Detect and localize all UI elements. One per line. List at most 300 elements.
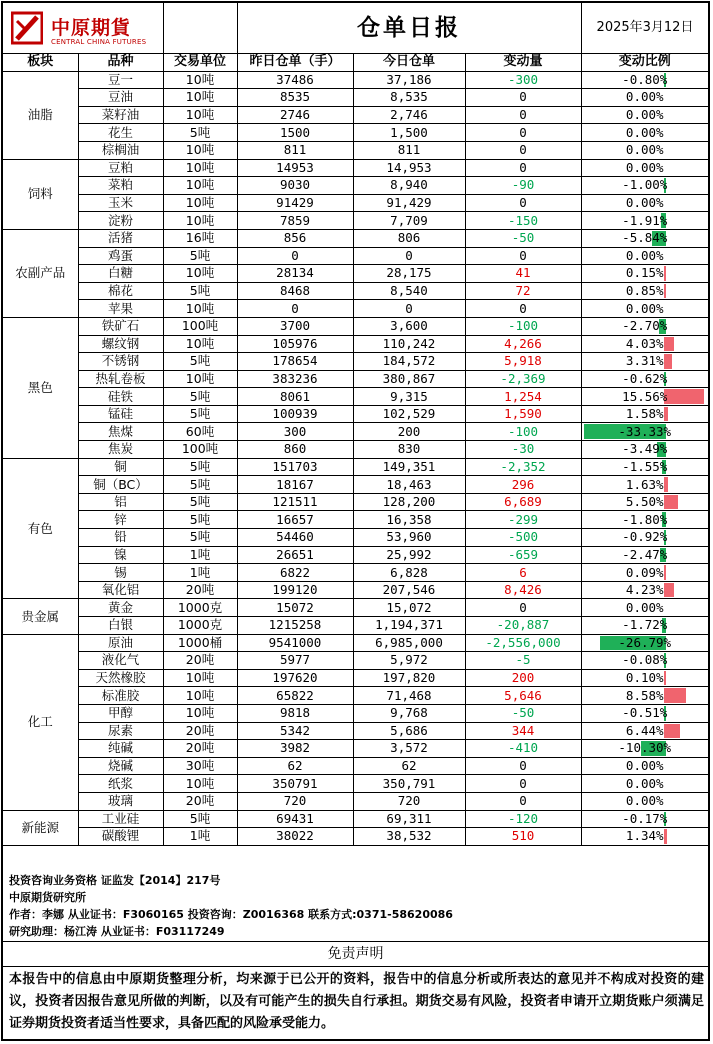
ratio-bar-positive bbox=[664, 477, 668, 492]
ratio-value: -0.62% bbox=[622, 370, 668, 386]
change-cell: 1,590 bbox=[465, 405, 581, 423]
ratio-cell bbox=[581, 441, 708, 459]
table-row bbox=[3, 828, 708, 846]
unit-cell: 1000克 bbox=[163, 599, 237, 617]
table-row bbox=[3, 177, 708, 195]
yesterday-cell: 0 bbox=[237, 247, 353, 265]
col-header-sector: 板块 bbox=[3, 54, 78, 71]
unit-cell: 20吨 bbox=[163, 740, 237, 758]
institute-line: 中原期货研究所 bbox=[9, 891, 86, 904]
today-cell: 69,311 bbox=[353, 810, 465, 828]
product-cell: 纸浆 bbox=[78, 775, 163, 793]
unit-cell: 5吨 bbox=[163, 529, 237, 547]
change-cell: 510 bbox=[465, 828, 581, 846]
table-row bbox=[3, 740, 708, 758]
ratio-cell bbox=[581, 546, 708, 564]
table-row bbox=[3, 652, 708, 670]
yesterday-cell: 9030 bbox=[237, 177, 353, 195]
table-row bbox=[3, 757, 708, 775]
table-row bbox=[3, 159, 708, 177]
ratio-cell bbox=[581, 581, 708, 599]
col-header-ratio: 变动比例 bbox=[581, 54, 708, 71]
unit-cell: 20吨 bbox=[163, 722, 237, 740]
product-cell: 焦炭 bbox=[78, 441, 163, 459]
today-cell: 14,953 bbox=[353, 159, 465, 177]
col-header-product: 品种 bbox=[78, 54, 163, 71]
table-row bbox=[3, 124, 708, 142]
ratio-value: 0.00% bbox=[625, 107, 664, 123]
today-cell: 149,351 bbox=[353, 458, 465, 476]
today-cell: 6,828 bbox=[353, 564, 465, 582]
col-header-today: 今日仓单 bbox=[353, 54, 465, 71]
ratio-cell bbox=[581, 652, 708, 670]
today-cell: 811 bbox=[353, 141, 465, 159]
change-cell: 344 bbox=[465, 722, 581, 740]
table-row bbox=[3, 476, 708, 494]
unit-cell: 1000克 bbox=[163, 617, 237, 635]
ratio-cell bbox=[581, 141, 708, 159]
unit-cell: 10吨 bbox=[163, 212, 237, 230]
change-cell: -100 bbox=[465, 317, 581, 335]
yesterday-cell: 1215258 bbox=[237, 617, 353, 635]
product-cell: 碳酸锂 bbox=[78, 828, 163, 846]
today-cell: 28,175 bbox=[353, 265, 465, 283]
product-cell: 硅铁 bbox=[78, 388, 163, 406]
product-cell: 玻璃 bbox=[78, 792, 163, 810]
table-row bbox=[3, 194, 708, 212]
unit-cell: 5吨 bbox=[163, 405, 237, 423]
table-row bbox=[3, 141, 708, 159]
yesterday-cell: 300 bbox=[237, 423, 353, 441]
unit-cell: 10吨 bbox=[163, 265, 237, 283]
change-cell: 200 bbox=[465, 669, 581, 687]
change-cell: 0 bbox=[465, 775, 581, 793]
change-cell: 0 bbox=[465, 141, 581, 159]
today-cell: 5,686 bbox=[353, 722, 465, 740]
product-cell: 热轧卷板 bbox=[78, 370, 163, 388]
unit-cell: 5吨 bbox=[163, 458, 237, 476]
today-cell: 15,072 bbox=[353, 599, 465, 617]
ratio-value: 3.31% bbox=[625, 353, 664, 369]
table-row bbox=[3, 282, 708, 300]
table-row bbox=[3, 317, 708, 335]
today-cell: 9,768 bbox=[353, 704, 465, 722]
table-header-row bbox=[3, 54, 708, 71]
unit-cell: 100吨 bbox=[163, 441, 237, 459]
unit-cell: 5吨 bbox=[163, 247, 237, 265]
ratio-value: -26.79% bbox=[618, 634, 672, 650]
today-cell: 6,985,000 bbox=[353, 634, 465, 652]
author-line: 作者：李娜 从业证书：F3060165 投资咨询：Z0016368 联系方式:0371-58620086 bbox=[9, 908, 453, 921]
yesterday-cell: 121511 bbox=[237, 493, 353, 511]
col-header-yesterday: 昨日仓单（手） bbox=[237, 54, 353, 71]
product-cell: 花生 bbox=[78, 124, 163, 142]
yesterday-cell: 151703 bbox=[237, 458, 353, 476]
product-cell: 白银 bbox=[78, 617, 163, 635]
unit-cell: 5吨 bbox=[163, 353, 237, 371]
unit-cell: 10吨 bbox=[163, 335, 237, 353]
ratio-cell bbox=[581, 71, 708, 89]
today-cell: 7,709 bbox=[353, 212, 465, 230]
ratio-cell bbox=[581, 529, 708, 547]
unit-cell: 5吨 bbox=[163, 511, 237, 529]
product-cell: 尿素 bbox=[78, 722, 163, 740]
ratio-value: -1.00% bbox=[622, 177, 668, 193]
change-cell: -50 bbox=[465, 229, 581, 247]
table-row bbox=[3, 599, 708, 617]
sector-label: 新能源 bbox=[3, 810, 78, 845]
change-cell: -100 bbox=[465, 423, 581, 441]
sector-label: 饲料 bbox=[3, 159, 78, 229]
table-row bbox=[3, 564, 708, 582]
ratio-cell bbox=[581, 405, 708, 423]
unit-cell: 16吨 bbox=[163, 229, 237, 247]
today-cell: 2,746 bbox=[353, 106, 465, 124]
today-cell: 53,960 bbox=[353, 529, 465, 547]
yesterday-cell: 0 bbox=[237, 300, 353, 318]
ratio-cell bbox=[581, 370, 708, 388]
today-cell: 350,791 bbox=[353, 775, 465, 793]
change-cell: -90 bbox=[465, 177, 581, 195]
yesterday-cell: 856 bbox=[237, 229, 353, 247]
change-cell: 296 bbox=[465, 476, 581, 494]
change-cell: -500 bbox=[465, 529, 581, 547]
yesterday-cell: 5977 bbox=[237, 652, 353, 670]
yesterday-cell: 3982 bbox=[237, 740, 353, 758]
yesterday-cell: 383236 bbox=[237, 370, 353, 388]
product-cell: 锰硅 bbox=[78, 405, 163, 423]
yesterday-cell: 9818 bbox=[237, 704, 353, 722]
today-cell: 62 bbox=[353, 757, 465, 775]
unit-cell: 10吨 bbox=[163, 687, 237, 705]
ratio-cell bbox=[581, 458, 708, 476]
yesterday-cell: 65822 bbox=[237, 687, 353, 705]
unit-cell: 10吨 bbox=[163, 89, 237, 107]
yesterday-cell: 28134 bbox=[237, 265, 353, 283]
yesterday-cell: 199120 bbox=[237, 581, 353, 599]
yesterday-cell: 62 bbox=[237, 757, 353, 775]
change-cell: 1,254 bbox=[465, 388, 581, 406]
yesterday-cell: 720 bbox=[237, 792, 353, 810]
unit-cell: 10吨 bbox=[163, 669, 237, 687]
ratio-cell bbox=[581, 810, 708, 828]
report-page bbox=[1, 1, 710, 1041]
unit-cell: 20吨 bbox=[163, 581, 237, 599]
yesterday-cell: 54460 bbox=[237, 529, 353, 547]
today-cell: 1,500 bbox=[353, 124, 465, 142]
change-cell: -659 bbox=[465, 546, 581, 564]
today-cell: 37,186 bbox=[353, 71, 465, 89]
change-cell: 0 bbox=[465, 194, 581, 212]
ratio-value: -1.72% bbox=[622, 617, 668, 633]
product-cell: 铅 bbox=[78, 529, 163, 547]
ratio-value: 0.00% bbox=[625, 775, 664, 791]
table-row bbox=[3, 634, 708, 652]
ratio-value: 1.63% bbox=[625, 476, 664, 492]
table-row bbox=[3, 669, 708, 687]
product-cell: 天然橡胶 bbox=[78, 669, 163, 687]
product-cell: 白糖 bbox=[78, 265, 163, 283]
today-cell: 200 bbox=[353, 423, 465, 441]
ratio-cell bbox=[581, 317, 708, 335]
warehouse-receipt-table bbox=[3, 54, 708, 846]
ratio-cell bbox=[581, 124, 708, 142]
table-row bbox=[3, 353, 708, 371]
assistant-line: 研究助理：杨江涛 从业证书：F03117249 bbox=[9, 925, 225, 938]
table-row bbox=[3, 687, 708, 705]
ratio-value: 0.85% bbox=[625, 283, 664, 299]
ratio-cell bbox=[581, 757, 708, 775]
table-row bbox=[3, 300, 708, 318]
yesterday-cell: 811 bbox=[237, 141, 353, 159]
product-cell: 棉花 bbox=[78, 282, 163, 300]
table-row bbox=[3, 370, 708, 388]
table-row bbox=[3, 212, 708, 230]
table-row bbox=[3, 581, 708, 599]
change-cell: -150 bbox=[465, 212, 581, 230]
unit-cell: 10吨 bbox=[163, 159, 237, 177]
product-cell: 鸡蛋 bbox=[78, 247, 163, 265]
product-cell: 纯碱 bbox=[78, 740, 163, 758]
today-cell: 720 bbox=[353, 792, 465, 810]
ratio-cell bbox=[581, 282, 708, 300]
table-row bbox=[3, 405, 708, 423]
table-row bbox=[3, 335, 708, 353]
unit-cell: 20吨 bbox=[163, 652, 237, 670]
product-cell: 锌 bbox=[78, 511, 163, 529]
ratio-value: -0.08% bbox=[622, 652, 668, 668]
table-row bbox=[3, 493, 708, 511]
ratio-cell bbox=[581, 247, 708, 265]
ratio-value: 5.50% bbox=[625, 494, 664, 510]
product-cell: 苹果 bbox=[78, 300, 163, 318]
yesterday-cell: 178654 bbox=[237, 353, 353, 371]
ratio-cell bbox=[581, 194, 708, 212]
ratio-cell bbox=[581, 159, 708, 177]
change-cell: 5,646 bbox=[465, 687, 581, 705]
today-cell: 5,972 bbox=[353, 652, 465, 670]
today-cell: 128,200 bbox=[353, 493, 465, 511]
product-cell: 铜 bbox=[78, 458, 163, 476]
product-cell: 豆一 bbox=[78, 71, 163, 89]
today-cell: 38,532 bbox=[353, 828, 465, 846]
qualification-line: 投资咨询业务资格 证监发【2014】217号 bbox=[9, 874, 221, 887]
ratio-value: -10.30% bbox=[618, 740, 672, 756]
ratio-cell bbox=[581, 599, 708, 617]
ratio-value: -2.47% bbox=[622, 546, 668, 562]
table-row bbox=[3, 247, 708, 265]
logo-en-text: CENTRAL CHINA FUTURES bbox=[51, 38, 147, 46]
change-cell: -50 bbox=[465, 704, 581, 722]
change-cell: 72 bbox=[465, 282, 581, 300]
report-date: 2025年3月12日 bbox=[596, 20, 694, 35]
yesterday-cell: 197620 bbox=[237, 669, 353, 687]
author-info bbox=[3, 869, 708, 942]
report-title: 仓单日报 bbox=[237, 3, 582, 53]
unit-cell: 60吨 bbox=[163, 423, 237, 441]
product-cell: 棕榈油 bbox=[78, 141, 163, 159]
unit-cell: 10吨 bbox=[163, 775, 237, 793]
logo-cn-text: 中原期貨 bbox=[51, 17, 132, 39]
product-cell: 镍 bbox=[78, 546, 163, 564]
today-cell: 207,546 bbox=[353, 581, 465, 599]
ratio-bar-positive bbox=[664, 389, 704, 404]
ratio-cell bbox=[581, 229, 708, 247]
change-cell: -2,369 bbox=[465, 370, 581, 388]
ratio-value: 6.44% bbox=[625, 722, 664, 738]
ratio-value: -1.55% bbox=[622, 458, 668, 474]
ratio-value: 0.00% bbox=[625, 89, 664, 105]
ratio-value: 0.00% bbox=[625, 793, 664, 809]
ratio-cell bbox=[581, 476, 708, 494]
today-cell: 1,194,371 bbox=[353, 617, 465, 635]
table-row bbox=[3, 458, 708, 476]
ratio-cell bbox=[581, 775, 708, 793]
ratio-value: -1.80% bbox=[622, 511, 668, 527]
ratio-cell bbox=[581, 353, 708, 371]
sector-label: 贵金属 bbox=[3, 599, 78, 634]
table-row bbox=[3, 792, 708, 810]
today-cell: 830 bbox=[353, 441, 465, 459]
ratio-bar-positive bbox=[664, 688, 686, 703]
ratio-cell bbox=[581, 89, 708, 107]
today-cell: 9,315 bbox=[353, 388, 465, 406]
change-cell: 8,426 bbox=[465, 581, 581, 599]
product-cell: 豆粕 bbox=[78, 159, 163, 177]
ratio-value: 8.58% bbox=[625, 687, 664, 703]
yesterday-cell: 8468 bbox=[237, 282, 353, 300]
ratio-cell bbox=[581, 792, 708, 810]
table-row bbox=[3, 423, 708, 441]
today-cell: 110,242 bbox=[353, 335, 465, 353]
yesterday-cell: 2746 bbox=[237, 106, 353, 124]
sector-label: 黑色 bbox=[3, 317, 78, 458]
unit-cell: 10吨 bbox=[163, 300, 237, 318]
product-cell: 氧化铝 bbox=[78, 581, 163, 599]
change-cell: 0 bbox=[465, 106, 581, 124]
change-cell: 0 bbox=[465, 792, 581, 810]
change-cell: 0 bbox=[465, 757, 581, 775]
ratio-cell bbox=[581, 722, 708, 740]
change-cell: 0 bbox=[465, 247, 581, 265]
table-row bbox=[3, 722, 708, 740]
today-cell: 380,867 bbox=[353, 370, 465, 388]
change-cell: -300 bbox=[465, 71, 581, 89]
ratio-value: 1.34% bbox=[625, 828, 664, 844]
ratio-cell bbox=[581, 687, 708, 705]
change-cell: 41 bbox=[465, 265, 581, 283]
yesterday-cell: 69431 bbox=[237, 810, 353, 828]
change-cell: 4,266 bbox=[465, 335, 581, 353]
today-cell: 197,820 bbox=[353, 669, 465, 687]
ratio-cell bbox=[581, 493, 708, 511]
table-row bbox=[3, 810, 708, 828]
today-cell: 18,463 bbox=[353, 476, 465, 494]
unit-cell: 10吨 bbox=[163, 71, 237, 89]
disclaimer-title: 免责声明 bbox=[3, 942, 708, 967]
table-row bbox=[3, 617, 708, 635]
table-row bbox=[3, 775, 708, 793]
today-cell: 91,429 bbox=[353, 194, 465, 212]
ratio-value: 0.00% bbox=[625, 758, 664, 774]
change-cell: 0 bbox=[465, 300, 581, 318]
product-cell: 铜（BC） bbox=[78, 476, 163, 494]
unit-cell: 10吨 bbox=[163, 704, 237, 722]
unit-cell: 5吨 bbox=[163, 282, 237, 300]
ratio-value: 15.56% bbox=[622, 388, 668, 404]
yesterday-cell: 3700 bbox=[237, 317, 353, 335]
disclaimer-text: 本报告中的信息由中原期货整理分析，均来源于已公开的资料，报告中的信息分析或所表达的意见并不构成对投资的建议，投资者因报告意见所做的判断，以及有可能产生的损失自行承担。期货交易有风险，投资者申请开立期货账户须满足证券期货投资者适当性要求，具备匹配的风险承受能力。 bbox=[9, 972, 704, 1031]
unit-cell: 5吨 bbox=[163, 810, 237, 828]
logo bbox=[3, 3, 164, 53]
product-cell: 烧碱 bbox=[78, 757, 163, 775]
today-cell: 8,540 bbox=[353, 282, 465, 300]
ratio-bar-positive bbox=[664, 495, 678, 510]
ratio-cell bbox=[581, 704, 708, 722]
change-cell: 0 bbox=[465, 89, 581, 107]
change-cell: 0 bbox=[465, 159, 581, 177]
company-logo-icon bbox=[11, 11, 43, 45]
product-cell: 活猪 bbox=[78, 229, 163, 247]
yesterday-cell: 105976 bbox=[237, 335, 353, 353]
ratio-value: -0.17% bbox=[622, 810, 668, 826]
ratio-value: -5.84% bbox=[622, 230, 668, 246]
report-header bbox=[3, 3, 708, 54]
ratio-value: -0.80% bbox=[622, 71, 668, 87]
yesterday-cell: 38022 bbox=[237, 828, 353, 846]
product-cell: 液化气 bbox=[78, 652, 163, 670]
today-cell: 8,535 bbox=[353, 89, 465, 107]
ratio-value: 0.00% bbox=[625, 124, 664, 140]
unit-cell: 5吨 bbox=[163, 493, 237, 511]
unit-cell: 10吨 bbox=[163, 106, 237, 124]
ratio-value: 4.03% bbox=[625, 335, 664, 351]
col-header-unit: 交易单位 bbox=[163, 54, 237, 71]
ratio-cell bbox=[581, 564, 708, 582]
unit-cell: 100吨 bbox=[163, 317, 237, 335]
change-cell: -5 bbox=[465, 652, 581, 670]
change-cell: -2,352 bbox=[465, 458, 581, 476]
product-cell: 豆油 bbox=[78, 89, 163, 107]
table-row bbox=[3, 546, 708, 564]
sector-label: 农副产品 bbox=[3, 229, 78, 317]
ratio-value: -0.92% bbox=[622, 529, 668, 545]
product-cell: 不锈钢 bbox=[78, 353, 163, 371]
table-row bbox=[3, 441, 708, 459]
ratio-cell bbox=[581, 828, 708, 846]
table-row bbox=[3, 265, 708, 283]
ratio-value: -3.49% bbox=[622, 441, 668, 457]
today-cell: 8,940 bbox=[353, 177, 465, 195]
ratio-value: 1.58% bbox=[625, 406, 664, 422]
ratio-cell bbox=[581, 300, 708, 318]
change-cell: -410 bbox=[465, 740, 581, 758]
change-cell: -20,887 bbox=[465, 617, 581, 635]
product-cell: 焦煤 bbox=[78, 423, 163, 441]
ratio-cell bbox=[581, 106, 708, 124]
yesterday-cell: 1500 bbox=[237, 124, 353, 142]
change-cell: -299 bbox=[465, 511, 581, 529]
ratio-value: 0.00% bbox=[625, 300, 664, 316]
ratio-cell bbox=[581, 740, 708, 758]
ratio-bar-positive bbox=[664, 724, 681, 739]
change-cell: 0 bbox=[465, 124, 581, 142]
product-cell: 铝 bbox=[78, 493, 163, 511]
product-cell: 锡 bbox=[78, 564, 163, 582]
yesterday-cell: 16657 bbox=[237, 511, 353, 529]
yesterday-cell: 91429 bbox=[237, 194, 353, 212]
yesterday-cell: 9541000 bbox=[237, 634, 353, 652]
